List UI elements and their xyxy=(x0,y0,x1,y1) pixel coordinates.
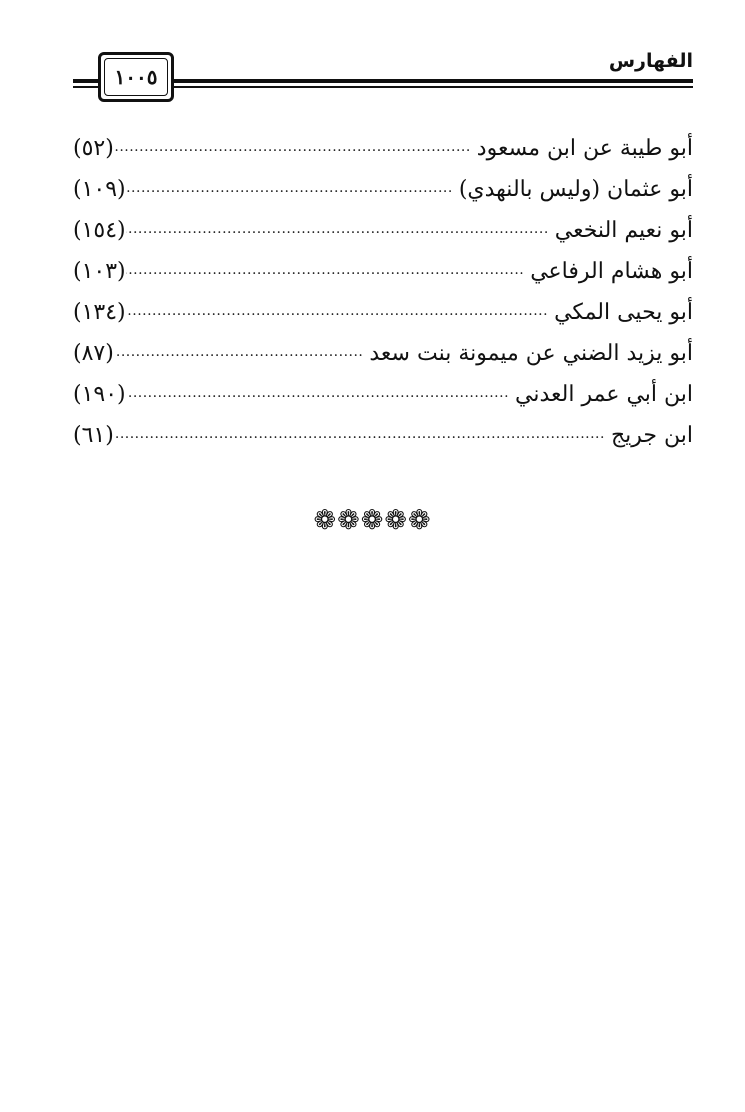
dot-leader xyxy=(126,215,549,237)
entry-ref: (١٥٤) xyxy=(73,218,126,243)
entry-ref: (١٣٤) xyxy=(73,300,126,325)
flower-ornament-icon: ❁ xyxy=(337,505,361,536)
entry-ref: (٥٢) xyxy=(73,136,114,161)
flower-ornament-icon: ❁ xyxy=(407,505,432,536)
dot-leader xyxy=(126,174,453,196)
entry-ref: (١٠٩) xyxy=(73,177,126,202)
index-entry xyxy=(73,379,693,420)
page-number-badge xyxy=(98,52,174,102)
entry-name: أبو يزيد الضني عن ميمونة بنت سعد xyxy=(369,341,693,366)
index-entry xyxy=(73,297,693,338)
entry-ref: (٦١) xyxy=(73,423,114,448)
index-entry xyxy=(73,174,693,215)
entry-name: أبو يحيى المكي xyxy=(554,300,693,325)
entry-name: أبو هشام الرفاعي xyxy=(530,259,693,284)
entry-ref: (٨٧) xyxy=(73,341,114,366)
dot-leader xyxy=(126,297,548,319)
dot-leader xyxy=(114,420,605,442)
running-title: الفهارس xyxy=(608,50,693,72)
dot-leader xyxy=(114,133,471,155)
index-entry xyxy=(73,215,693,256)
entry-name: ابن أبي عمر العدني xyxy=(515,382,693,407)
entry-name: أبو نعيم النخعي xyxy=(554,218,693,243)
page-number: ١٠٠٥ xyxy=(114,65,158,89)
entry-ref: (١٩٠) xyxy=(73,382,126,407)
index-entry xyxy=(73,133,693,174)
entry-ref: (١٠٣) xyxy=(73,259,126,284)
entry-name: ابن جريج xyxy=(610,423,693,448)
flower-ornament-icon: ❁ xyxy=(313,505,338,536)
entry-name: أبو طيبة عن ابن مسعود xyxy=(476,136,693,161)
index-entry xyxy=(73,338,693,379)
index-entry xyxy=(73,256,693,297)
flower-ornament-icon: ❁ xyxy=(360,505,385,536)
index-entries xyxy=(73,133,693,461)
dot-leader xyxy=(114,338,364,360)
dot-leader xyxy=(126,256,525,278)
entry-name: أبو عثمان (وليس بالنهدي) xyxy=(458,177,693,202)
dot-leader xyxy=(126,379,509,401)
flower-ornament-icon: ❁ xyxy=(384,505,408,536)
index-entry xyxy=(73,420,693,461)
section-end-ornament xyxy=(0,505,745,536)
